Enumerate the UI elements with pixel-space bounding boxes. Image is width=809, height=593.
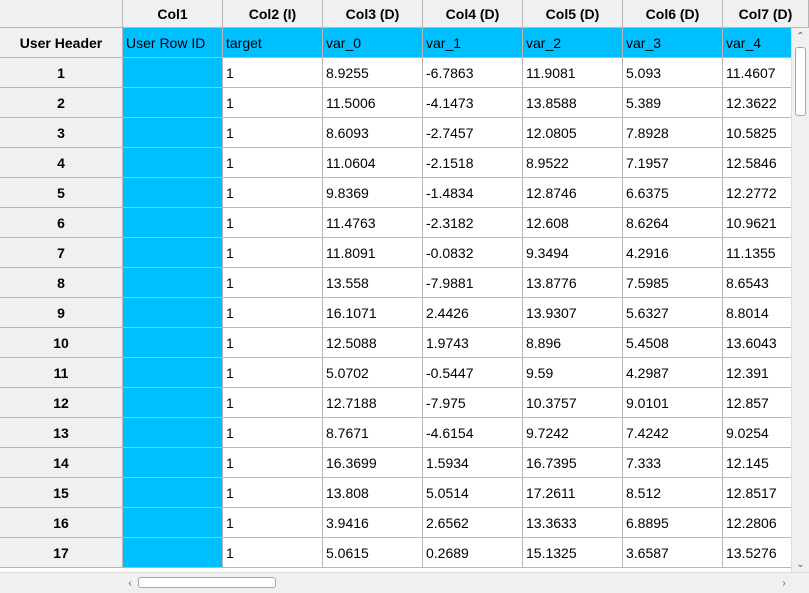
table-cell[interactable]: 1	[223, 298, 323, 328]
table-cell[interactable]	[123, 478, 223, 508]
table-cell[interactable]: 8.512	[623, 478, 723, 508]
column-header[interactable]: Col4 (D)	[423, 0, 523, 28]
horizontal-scroll-thumb[interactable]	[138, 577, 276, 588]
row-header[interactable]: 14	[0, 448, 123, 478]
table-cell[interactable]: 12.5846	[723, 148, 809, 178]
scroll-right-arrow-icon[interactable]: ›	[782, 577, 786, 589]
user-header-cell[interactable]: target	[223, 28, 323, 58]
user-header-cell[interactable]: var_0	[323, 28, 423, 58]
row-header[interactable]: 17	[0, 538, 123, 568]
row-header[interactable]: 4	[0, 148, 123, 178]
table-cell[interactable]	[123, 298, 223, 328]
row-header[interactable]: 1	[0, 58, 123, 88]
table-cell[interactable]: 7.5985	[623, 268, 723, 298]
table-cell[interactable]: 13.8776	[523, 268, 623, 298]
column-header[interactable]: Col6 (D)	[623, 0, 723, 28]
table-cell[interactable]: 13.8588	[523, 88, 623, 118]
row-header[interactable]: 10	[0, 328, 123, 358]
table-cell[interactable]: 8.6093	[323, 118, 423, 148]
table-cell[interactable]: 9.3494	[523, 238, 623, 268]
table-cell[interactable]: 6.8895	[623, 508, 723, 538]
table-cell[interactable]: 13.808	[323, 478, 423, 508]
table-cell[interactable]: 8.7671	[323, 418, 423, 448]
table-cell[interactable]: -2.1518	[423, 148, 523, 178]
table-cell[interactable]: 10.5825	[723, 118, 809, 148]
row-header[interactable]: 3	[0, 118, 123, 148]
table-cell[interactable]: -7.975	[423, 388, 523, 418]
table-cell[interactable]: 1	[223, 388, 323, 418]
table-cell[interactable]: 3.9416	[323, 508, 423, 538]
table-cell[interactable]: 2.4426	[423, 298, 523, 328]
table-cell[interactable]: 4.2987	[623, 358, 723, 388]
table-cell[interactable]	[123, 538, 223, 568]
row-header[interactable]: 11	[0, 358, 123, 388]
table-cell[interactable]: 8.6543	[723, 268, 809, 298]
table-cell[interactable]: -2.7457	[423, 118, 523, 148]
table-cell[interactable]: 9.0101	[623, 388, 723, 418]
table-cell[interactable]: 11.0604	[323, 148, 423, 178]
table-cell[interactable]	[123, 58, 223, 88]
table-cell[interactable]: -1.4834	[423, 178, 523, 208]
user-header-cell[interactable]: User Row ID	[123, 28, 223, 58]
table-cell[interactable]: 0.2689	[423, 538, 523, 568]
table-cell[interactable]	[123, 148, 223, 178]
table-cell[interactable]: 12.8517	[723, 478, 809, 508]
table-cell[interactable]: 1	[223, 508, 323, 538]
table-cell[interactable]: 12.2806	[723, 508, 809, 538]
table-cell[interactable]: 9.7242	[523, 418, 623, 448]
table-cell[interactable]: 8.9255	[323, 58, 423, 88]
row-header[interactable]: 15	[0, 478, 123, 508]
table-cell[interactable]: 7.8928	[623, 118, 723, 148]
table-cell[interactable]: 1	[223, 208, 323, 238]
user-header-cell[interactable]: var_1	[423, 28, 523, 58]
table-cell[interactable]: 5.6327	[623, 298, 723, 328]
table-cell[interactable]: 1	[223, 148, 323, 178]
column-header[interactable]: Col2 (I)	[223, 0, 323, 28]
table-cell[interactable]	[123, 328, 223, 358]
table-cell[interactable]: 1	[223, 328, 323, 358]
table-cell[interactable]: 13.6043	[723, 328, 809, 358]
table-cell[interactable]: 1	[223, 358, 323, 388]
row-header[interactable]: 9	[0, 298, 123, 328]
table-cell[interactable]: 8.8014	[723, 298, 809, 328]
table-cell[interactable]: 7.4242	[623, 418, 723, 448]
user-header-cell[interactable]: var_4	[723, 28, 809, 58]
table-cell[interactable]: 1	[223, 418, 323, 448]
table-cell[interactable]: 8.9522	[523, 148, 623, 178]
table-cell[interactable]	[123, 208, 223, 238]
table-cell[interactable]: 13.9307	[523, 298, 623, 328]
table-cell[interactable]: 12.0805	[523, 118, 623, 148]
table-cell[interactable]: 2.6562	[423, 508, 523, 538]
column-header[interactable]: Col3 (D)	[323, 0, 423, 28]
table-cell[interactable]: 5.0514	[423, 478, 523, 508]
table-cell[interactable]: 12.391	[723, 358, 809, 388]
row-header[interactable]: 12	[0, 388, 123, 418]
horizontal-scrollbar[interactable]	[123, 572, 809, 593]
corner-cell[interactable]	[0, 0, 123, 28]
table-cell[interactable]: 5.0702	[323, 358, 423, 388]
table-cell[interactable]: 12.3622	[723, 88, 809, 118]
table-cell[interactable]: 12.608	[523, 208, 623, 238]
table-cell[interactable]: 12.5088	[323, 328, 423, 358]
table-cell[interactable]: 11.8091	[323, 238, 423, 268]
scroll-left-arrow-icon[interactable]: ‹	[128, 577, 132, 589]
row-header[interactable]: 13	[0, 418, 123, 448]
table-cell[interactable]	[123, 178, 223, 208]
table-cell[interactable]: 9.59	[523, 358, 623, 388]
table-cell[interactable]	[123, 118, 223, 148]
table-cell[interactable]: 13.3633	[523, 508, 623, 538]
table-cell[interactable]: 6.6375	[623, 178, 723, 208]
table-cell[interactable]: 11.5006	[323, 88, 423, 118]
table-cell[interactable]	[123, 388, 223, 418]
vertical-scrollbar[interactable]	[791, 28, 809, 572]
table-cell[interactable]: 11.4607	[723, 58, 809, 88]
scroll-corner	[0, 572, 123, 593]
table-cell[interactable]: -4.1473	[423, 88, 523, 118]
table-cell[interactable]: 16.1071	[323, 298, 423, 328]
table-cell[interactable]: 12.8746	[523, 178, 623, 208]
row-header[interactable]: 2	[0, 88, 123, 118]
table-cell[interactable]: 12.2772	[723, 178, 809, 208]
table-cell[interactable]: 5.4508	[623, 328, 723, 358]
table-cell[interactable]: 10.3757	[523, 388, 623, 418]
table-cell[interactable]	[123, 238, 223, 268]
table-cell[interactable]: 1	[223, 538, 323, 568]
table-cell[interactable]: 1.5934	[423, 448, 523, 478]
scroll-up-arrow-icon[interactable]: ⌃	[796, 30, 805, 42]
table-cell[interactable]: 5.093	[623, 58, 723, 88]
table-cell[interactable]: 9.8369	[323, 178, 423, 208]
table-cell[interactable]: 8.896	[523, 328, 623, 358]
user-header-label[interactable]: User Header	[0, 28, 123, 58]
table-cell[interactable]: 1	[223, 58, 323, 88]
table-cell[interactable]: 8.6264	[623, 208, 723, 238]
table-cell[interactable]: 11.1355	[723, 238, 809, 268]
row-header[interactable]: 7	[0, 238, 123, 268]
table-cell[interactable]: -7.9881	[423, 268, 523, 298]
row-header[interactable]: 5	[0, 178, 123, 208]
table-cell[interactable]: 12.7188	[323, 388, 423, 418]
table-cell[interactable]	[123, 268, 223, 298]
table-cell[interactable]: 16.7395	[523, 448, 623, 478]
table-cell[interactable]: 11.4763	[323, 208, 423, 238]
column-header[interactable]: Col1	[123, 0, 223, 28]
table-cell[interactable]: 10.9621	[723, 208, 809, 238]
table-cell[interactable]	[123, 88, 223, 118]
table-cell[interactable]	[123, 358, 223, 388]
table-cell[interactable]: 7.333	[623, 448, 723, 478]
column-header[interactable]: Col5 (D)	[523, 0, 623, 28]
row-header[interactable]: 16	[0, 508, 123, 538]
table-cell[interactable]: 15.1325	[523, 538, 623, 568]
table-cell[interactable]: 4.2916	[623, 238, 723, 268]
table-cell[interactable]: 12.145	[723, 448, 809, 478]
table-cell[interactable]: 1	[223, 268, 323, 298]
table-cell[interactable]: 13.558	[323, 268, 423, 298]
table-cell[interactable]: 9.0254	[723, 418, 809, 448]
user-header-cell[interactable]: var_2	[523, 28, 623, 58]
table-cell[interactable]: -0.5447	[423, 358, 523, 388]
table-cell[interactable]: -2.3182	[423, 208, 523, 238]
table-cell[interactable]: 5.0615	[323, 538, 423, 568]
row-header[interactable]: 8	[0, 268, 123, 298]
column-header[interactable]: Col7 (D)	[723, 0, 809, 28]
table-cell[interactable]	[123, 418, 223, 448]
table-cell[interactable]	[123, 508, 223, 538]
table-cell[interactable]: -6.7863	[423, 58, 523, 88]
scroll-down-arrow-icon[interactable]: ⌄	[796, 558, 805, 570]
table-cell[interactable]: 1	[223, 118, 323, 148]
table-cell[interactable]: 16.3699	[323, 448, 423, 478]
table-cell[interactable]: 12.857	[723, 388, 809, 418]
table-cell[interactable]: -4.6154	[423, 418, 523, 448]
table-cell[interactable]: 13.5276	[723, 538, 809, 568]
table-cell[interactable]: 1.9743	[423, 328, 523, 358]
table-cell[interactable]: 1	[223, 178, 323, 208]
vertical-scroll-thumb[interactable]	[795, 47, 806, 116]
table-cell[interactable]: 17.2611	[523, 478, 623, 508]
table-cell[interactable]: 3.6587	[623, 538, 723, 568]
table-cell[interactable]	[123, 448, 223, 478]
table-cell[interactable]: 1	[223, 448, 323, 478]
user-header-cell[interactable]: var_3	[623, 28, 723, 58]
table-cell[interactable]: 1	[223, 88, 323, 118]
table-cell[interactable]: 11.9081	[523, 58, 623, 88]
row-header[interactable]: 6	[0, 208, 123, 238]
table-cell[interactable]: 7.1957	[623, 148, 723, 178]
table-cell[interactable]: 5.389	[623, 88, 723, 118]
table-cell[interactable]: 1	[223, 238, 323, 268]
table-cell[interactable]: -0.0832	[423, 238, 523, 268]
table-cell[interactable]: 1	[223, 478, 323, 508]
